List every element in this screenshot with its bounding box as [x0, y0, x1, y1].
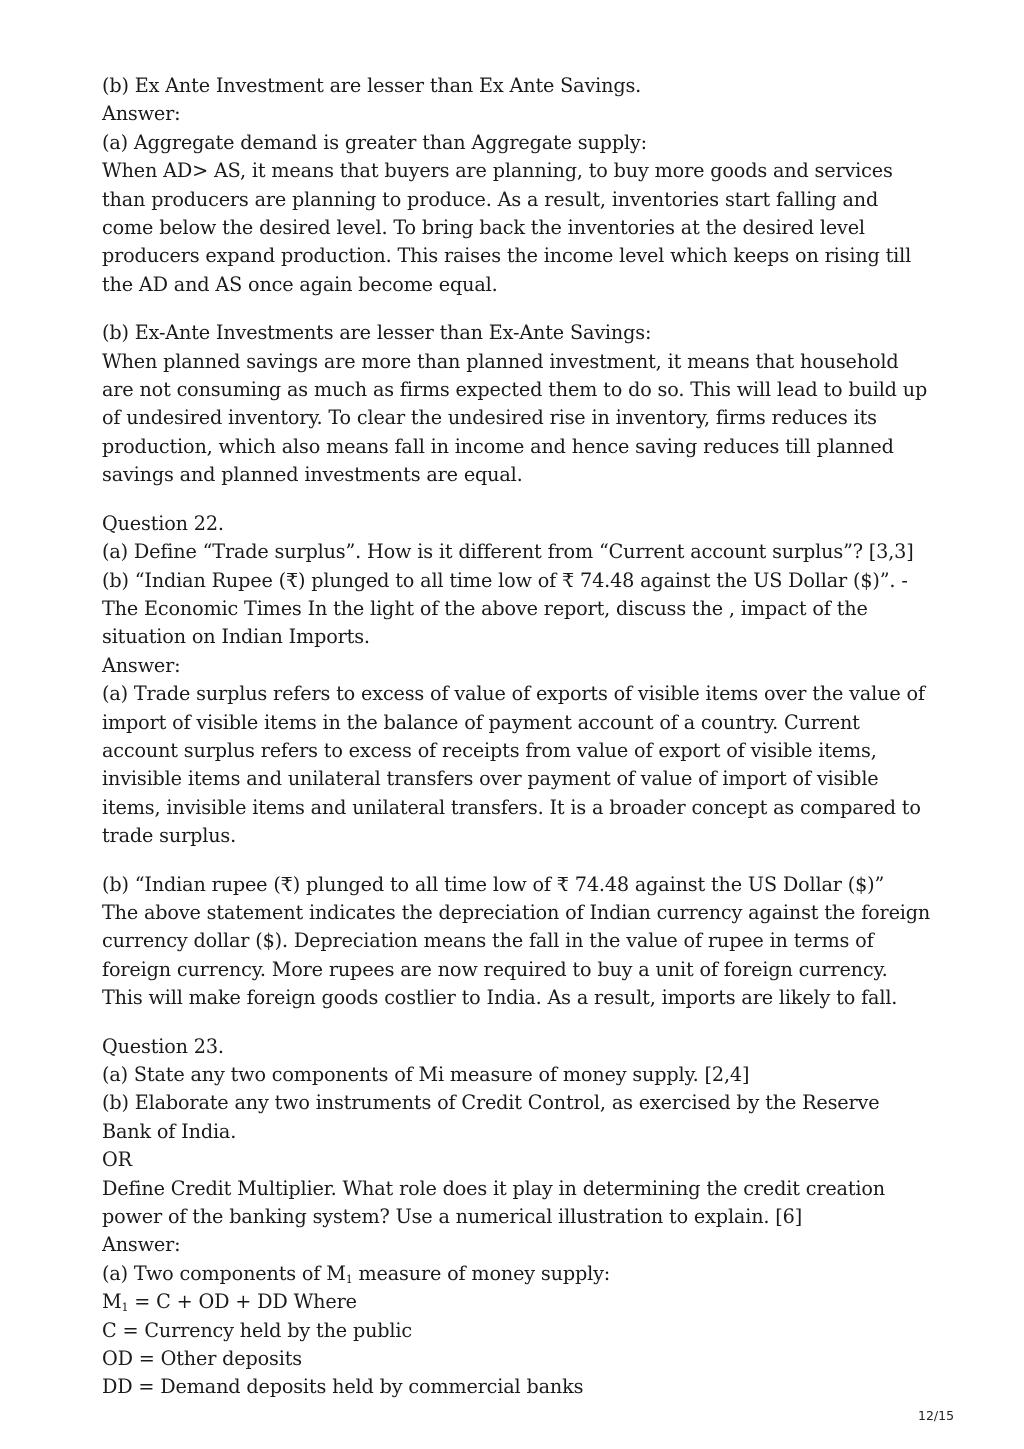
definition-other-deposits: OD = Other deposits [102, 1347, 302, 1371]
page-number: 12/15 [918, 1408, 955, 1423]
document-body [102, 72, 932, 1402]
q23-alt-question: Define Credit Multiplier. What role does it play in determining the credit creation power of the banking system? Use a numerical illustration to explain. [6] [102, 1176, 885, 1229]
q21-answer-a-section [102, 72, 932, 299]
q21-answer-b-heading: (b) Ex-Ante Investments are lesser than Ex-Ante Savings: [102, 321, 652, 345]
answer-label: Answer: [102, 653, 181, 677]
q23-answer-a-heading [102, 1260, 932, 1288]
answer-label: Answer: [102, 1233, 181, 1257]
definition-demand-deposits: DD = Demand deposits held by commercial banks [102, 1375, 584, 1399]
question-title: Question 22. [102, 511, 224, 535]
answer-label: Answer: [102, 102, 181, 126]
q22-answer-a-text: (a) Trade surplus refers to excess of value of exports of visible items over the value of import of visible items in the balance of payment account of a country. Current account surplus refers to excess of receipts from value of export of visible items, invisible items and unilateral transfers over payment of value of import of visible items, invisible items and unilateral transfers. It is a broader concept as compared to trade surplus. [102, 682, 925, 848]
q23-part-b: (b) Elaborate any two instruments of Credit Control, as exercised by the Reserve Bank of India. [102, 1091, 880, 1143]
subscript: 1 [345, 1272, 353, 1286]
q21-answer-a-heading: (a) Aggregate demand is greater than Aggregate supply: [102, 130, 647, 154]
money-supply-formula [102, 1288, 932, 1316]
q22-part-a: (a) Define “Trade surplus”. How is it different from “Current account surplus”? [3,3] [102, 540, 914, 564]
q22-answer-b-text: The above statement indicates the depreciation of Indian currency against the foreign currency dollar ($). Depreciation means the fall in the value of rupee in terms of foreign currency. More rupees are now required to buy a unit of foreign currency. This will make foreign goods costlier to India. As a result, imports are likely to fall. [102, 900, 931, 1010]
q21-answer-b-section [102, 319, 932, 489]
formula-text: M [102, 1290, 122, 1314]
subscript: 1 [121, 1301, 129, 1315]
formula-text: = C + OD + DD Where [128, 1290, 357, 1314]
q22-section [102, 510, 932, 851]
q21-answer-a-text: When AD> AS, it means that buyers are planning, to buy more goods and services than producers are planning to produce. As a result, inventories start falling and come below the desired level. To bring back the inventories at the desired level producers expand production. This raises the income level which keeps on rising till the AD and AS once again become equal. [102, 159, 912, 296]
definition-currency: C = Currency held by the public [102, 1318, 413, 1342]
q21-part-b-question: (b) Ex Ante Investment are lesser than Ex Ante Savings. [102, 74, 642, 97]
q21-answer-b-text: When planned savings are more than planned investment, it means that household are not consuming as much as firms expected them to do so. This will lead to build up of undesired inventory. To clear the undesired rise in inventory, firms reduces its production, which also means fall in income and hence saving reduces till planned savings and planned investments are equal. [102, 349, 928, 487]
heading-text: (a) Two components of M [102, 1261, 346, 1285]
heading-text: measure of money supply: [352, 1261, 611, 1285]
q22-answer-b-heading: (b) “Indian rupee (₹) plunged to all time low of ₹ 74.48 against the US Dollar ($)” [102, 872, 885, 896]
q22-answer-b-section [102, 871, 932, 1013]
q23-section [102, 1033, 932, 1402]
q22-part-b: (b) “Indian Rupee (₹) plunged to all time low of ₹ 74.48 against the US Dollar ($)”. -The Economic Times In the light of the above report, discuss the , impact of the situation on Indian Imports. [102, 568, 908, 649]
q23-part-a: (a) State any two components of Mi measure of money supply. [2,4] [102, 1063, 750, 1086]
question-title: Question 23. [102, 1034, 224, 1058]
or-label: OR [102, 1148, 132, 1172]
